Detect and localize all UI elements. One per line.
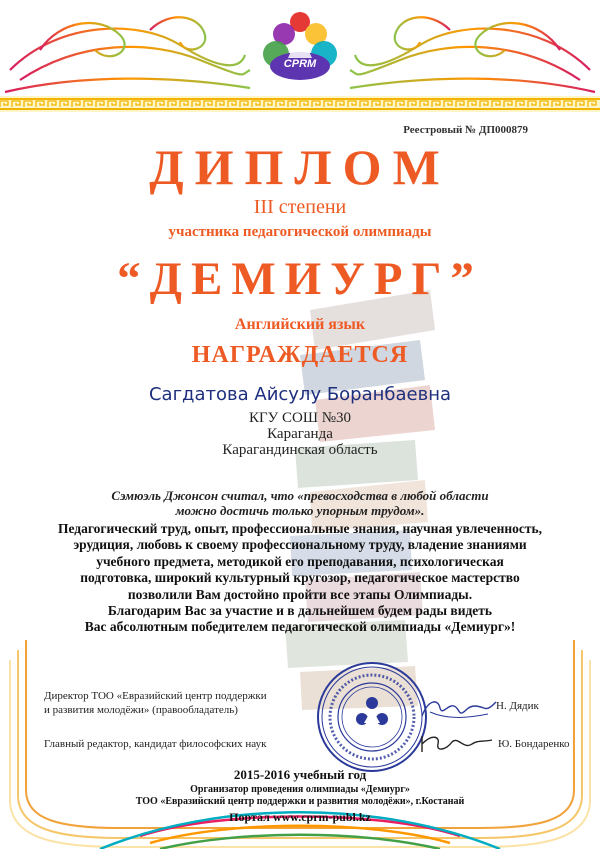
director-title-line2: и развития молодёжи» (правообладатель) xyxy=(44,704,238,716)
editor-title: Главный редактор, кандидат философских наук xyxy=(44,738,267,750)
participant-line: участника педагогической олимпиады xyxy=(168,224,432,240)
body-line: позволили Вам достойно пройти все этапы Олимпиады. xyxy=(127,586,473,602)
olympiad-name: “ДЕМИУРГ” xyxy=(117,253,483,305)
greek-key-border xyxy=(0,96,600,112)
body-text xyxy=(0,521,600,636)
academic-year: 2015-2016 учебный год xyxy=(233,767,367,782)
awarded-heading: НАГРАЖДАЕТСЯ xyxy=(191,342,409,368)
director-signature xyxy=(418,694,498,724)
body-line: Благодарим Вас за участие и в дальнейшем будем рады видеть xyxy=(107,603,493,619)
official-stamp xyxy=(316,661,428,773)
recipient-region: Карагандинская область xyxy=(222,442,378,458)
editor-name: Ю. Бондаренко xyxy=(498,738,570,750)
diploma-title: ДИПЛОМ xyxy=(149,139,451,195)
recipient-city: Караганда xyxy=(267,426,333,442)
editor-signature xyxy=(418,730,494,756)
diploma-degree: III степени xyxy=(253,196,347,218)
subject: Английский язык xyxy=(234,316,366,333)
body-line: Вас абсолютным победителем педагогической олимпиады «Демиург»! xyxy=(84,619,516,635)
registry-number: Реестровый № ДП000879 xyxy=(403,124,528,136)
director-title-line1: Директор ТОО «Евразийский центр поддержки xyxy=(44,690,267,702)
logo-text: CPRM xyxy=(283,58,317,70)
organizer-line2: ТОО «Евразийский центр поддержки и развития молодёжи», г.Костанай xyxy=(135,796,465,807)
body-line: эрудиция, любовь к своему профессиональному труду, владение знаниями xyxy=(73,537,527,553)
quote-line: можно достичь только упорным трудом». xyxy=(175,503,425,518)
body-line: подготовка, широкий культурный кругозор, педагогическое мастерство xyxy=(80,570,520,586)
body-line: учебного предмета, методикой его преподавания, психологическая xyxy=(96,553,504,569)
recipient-name: Сагдатова Айсулу Боранбаевна xyxy=(148,384,452,405)
organizer-line1: Организатор проведения олимпиады «Демиург» xyxy=(190,784,410,795)
portal-link[interactable]: Портал www.cprm-publ.kz xyxy=(229,810,371,824)
quote-block xyxy=(0,488,600,518)
cprm-logo xyxy=(248,8,352,88)
recipient-school: КГУ СОШ №30 xyxy=(248,410,352,426)
director-name: Н. Дядик xyxy=(496,700,539,712)
quote-line: Сэмюэль Джонсон считал, что «превосходства в любой области xyxy=(111,488,489,503)
body-line: Педагогический труд, опыт, профессиональные знания, научная увлеченность, xyxy=(57,521,543,536)
